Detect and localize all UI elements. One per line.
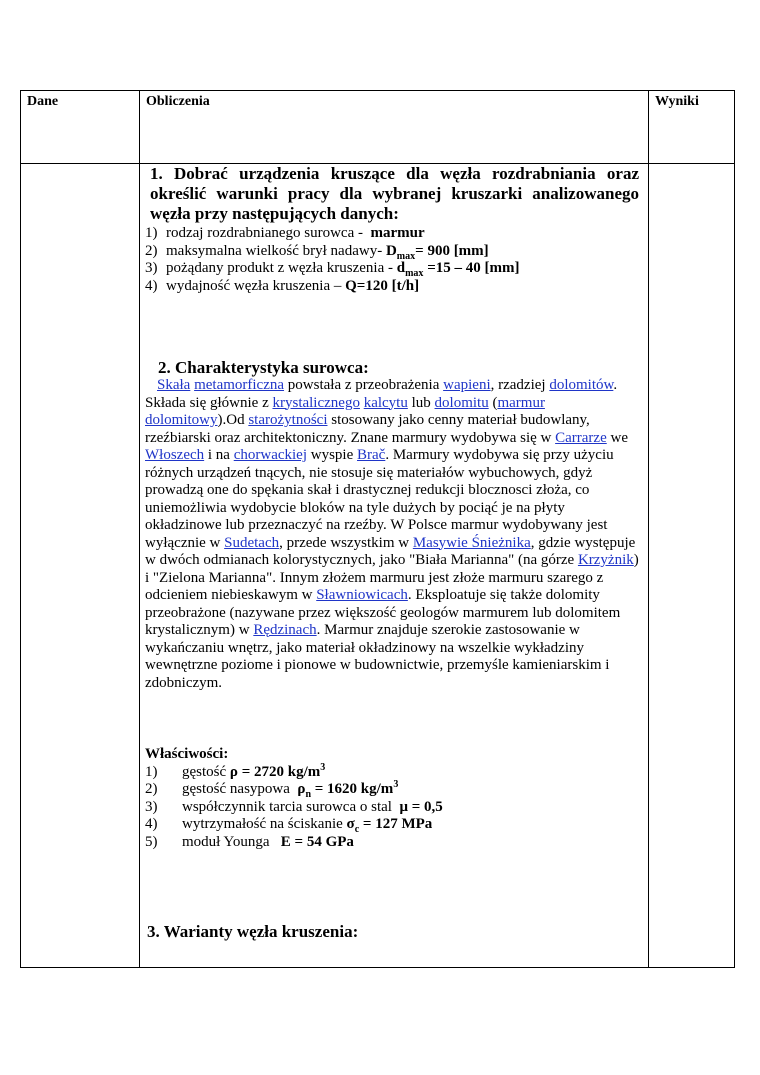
column-divider-2 bbox=[648, 91, 649, 967]
header-obliczenia: Obliczenia bbox=[146, 94, 210, 109]
list-item: 5) moduł Younga E = 54 GPa bbox=[145, 833, 354, 850]
section2-title: 2. Charakterystyka surowca: bbox=[158, 358, 369, 377]
list-item: 1) gęstość ρ = 2720 $kg/m^3$ bbox=[145, 761, 326, 780]
list-item: 3) pożądany produkt z węzła kruszenia - $d_{max} =15 - 40$ [mm] bbox=[145, 260, 520, 279]
section3-title: 3. Warianty węzła kruszenia: bbox=[147, 922, 359, 941]
input-data-list bbox=[145, 225, 639, 295]
link-dolomitu[interactable]: dolomitu bbox=[434, 394, 489, 411]
description-paragraph: Skała metamorficzna powstała z przeobrażenia wapieni, rzadziej dolomitów. Składa się głównie z krystalicznego kalcytu lub dolomitu (marmur dolomitowy).Od starożytności stosowany jako cenny materiał budowlany, rzeźbiarski oraz architektoniczny. Znane marmury wydobywa się w Carrarze we Włoszech i na chorwackiej wyspie Brač. Marmury wydobywa się przy użyciu różnych urządzeń tnących, nie stosuje się materiałów wybuchowych, gdyż prowadzą one do spękania skał i drastycznej redukcji blocznosci złoża, co uniemożliwia wydobycie bloków na tyle dużych by pociąć je na płyty okładzinowe lub przeznaczyć na rzeźby. W Polsce marmur wydobywany jest wyłącznie w Sudetach, przede wszystkim w Masywie Śnieżnika, gdzie występuje w dwóch odmianach kolorystycznych, jako "Biała Marianna" (na górze Krzyżnik) i "Zielona Marianna". Innym złożem marmuru jest złoże marmuru szarego z odcieniem niebieskawym w Sławniowicach. Eksploatuje się także dolomity przeobrażone (nazywane przez większość geologów marmurem lub dolomitem krystalicznym) w Rędzinach. Marmur znajduje szerokie zastosowanie w wykańczaniu wnętrz, jako materiał okładzinowy na wszelkie wykładziny wewnętrzne poziome i pionowe w budownictwie, przemyśle kamieniarskim i zdobniczym. bbox=[145, 377, 639, 691]
list-item: 4) wydajność węzła kruszenia – Q=120 [t/h] bbox=[145, 277, 420, 294]
section1-title: 1. Dobrać urządzenia kruszące dla węzła rozdrabniania oraz określić warunki pracy dla wybranej kruszarki analizowanego węzła przy następujących danych: bbox=[150, 164, 639, 223]
link-carrarze[interactable]: Carrarze bbox=[555, 429, 607, 446]
list-item: 4) wytrzymałość na ściskanie $\sigma_c = 127$ MPa bbox=[145, 816, 433, 835]
link-redzinach[interactable]: Rędzinach bbox=[253, 622, 317, 638]
link-krzyznik[interactable]: Krzyżnik bbox=[577, 552, 634, 568]
link-marmur-dolomitowy[interactable]: marmur dolomitowy bbox=[145, 394, 545, 428]
calc-content bbox=[145, 164, 639, 941]
link-dolomitow[interactable]: dolomitów bbox=[549, 377, 614, 393]
properties-list bbox=[145, 761, 639, 852]
link-wloszech[interactable]: Włoszech bbox=[145, 447, 205, 463]
header-dane: Dane bbox=[27, 94, 59, 109]
link-kalcytu[interactable]: kalcytu bbox=[363, 394, 408, 411]
link-chorwackiej[interactable]: chorwackiej bbox=[233, 447, 308, 463]
column-divider-1 bbox=[139, 91, 140, 967]
link-starozytnosci[interactable]: starożytności bbox=[248, 412, 328, 428]
link-brac[interactable]: Brač bbox=[357, 447, 386, 463]
list-item: 1) rodzaj rozdrabnianego surowca - marmur bbox=[145, 225, 425, 241]
link-masyw-snieznika[interactable]: Masywie Śnieżnika bbox=[412, 534, 531, 551]
header-wyniki: Wyniki bbox=[655, 94, 699, 109]
link-slawniowicach[interactable]: Sławniowicach bbox=[316, 587, 408, 603]
link-wapieni[interactable]: wapieni bbox=[443, 377, 491, 393]
list-item: 2) gęstość nasypowa $\rho_n = 1620$ $kg/m^3$ bbox=[145, 779, 399, 800]
link-skala[interactable]: Skała bbox=[157, 377, 191, 393]
link-metamorficzna[interactable]: metamorficzna bbox=[194, 377, 285, 393]
properties-title: Właściwości: bbox=[145, 746, 229, 762]
list-item: 2) maksymalna wielkość brył nadawy- $D_{max}= 900$ [mm] bbox=[145, 242, 489, 262]
link-krystalicznego[interactable]: krystalicznego bbox=[272, 394, 360, 411]
link-sudetach[interactable]: Sudetach bbox=[224, 534, 280, 551]
list-item: 3) współczynnik tarcia surowca o stal μ = 0,5 bbox=[145, 798, 443, 815]
